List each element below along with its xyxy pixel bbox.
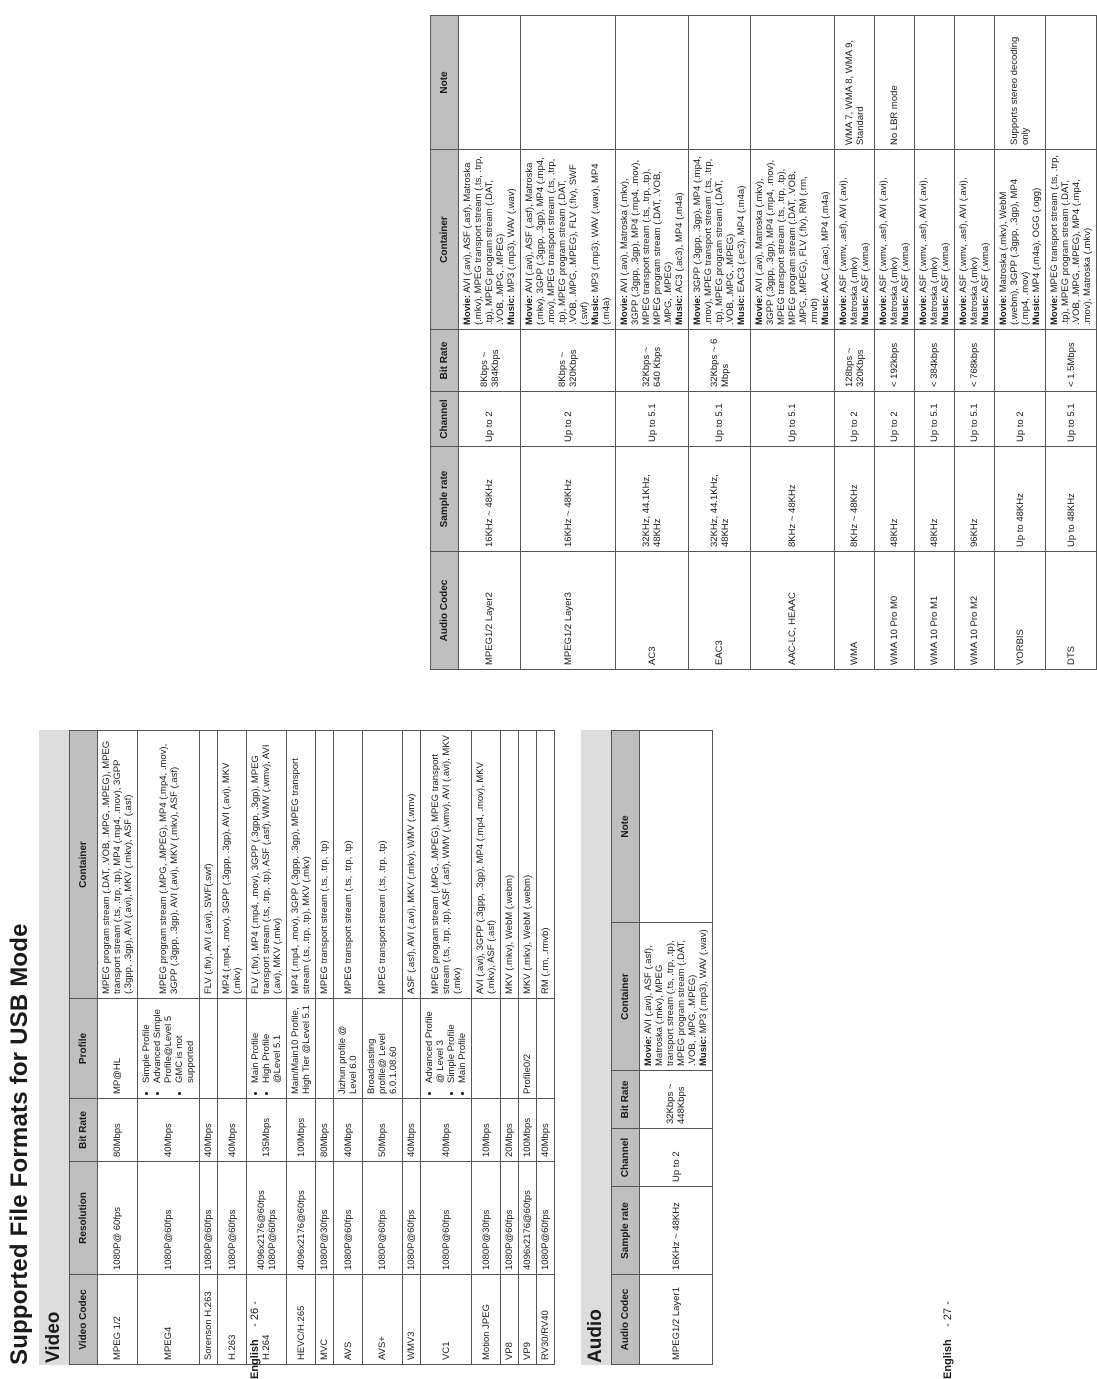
container-cell: MKV (.mkv), WebM (.webm) xyxy=(519,731,537,999)
profile-cell xyxy=(537,999,555,1099)
profile-text: MP@HL xyxy=(112,1057,123,1094)
bit-rate-cell: 135Mbps xyxy=(247,1099,287,1162)
header-sample-rate: Sample rate xyxy=(612,1187,640,1275)
header-sample-rate: Sample rate xyxy=(431,447,459,552)
bit-rate-cell: 100Mbps xyxy=(287,1099,316,1162)
profile-cell xyxy=(138,999,200,1099)
audio-table-body xyxy=(459,16,1097,670)
sample-rate-cell: 96KHz xyxy=(955,447,995,552)
container-cell: FLV (.flv), AVI (.avi), SWF(.swf) xyxy=(200,731,218,999)
music-label: Music: xyxy=(674,294,685,325)
audio-codec-cell: WMA 10 Pro M1 xyxy=(915,552,955,670)
video-codec-cell: VP8 xyxy=(501,1275,519,1365)
movie-container xyxy=(754,154,820,325)
music-container xyxy=(980,154,991,325)
table-row xyxy=(640,731,713,1365)
music-label: Music: xyxy=(940,294,951,325)
profile-text: Profile0/2 xyxy=(522,1053,533,1094)
music-formats: MP3 (.mp3), WAV (.wav) xyxy=(506,188,517,293)
profile-cell xyxy=(334,999,363,1099)
music-container xyxy=(698,927,709,1066)
header-bit-rate: Bit Rate xyxy=(612,1071,640,1129)
bit-rate-cell: 8Kbps ~ 320Kbps xyxy=(521,330,616,392)
channel-cell: Up to 2 xyxy=(835,392,875,447)
audio-formats-table-page26 xyxy=(611,730,713,1365)
bit-rate-cell: < 384kbps xyxy=(915,330,955,392)
profile-item: • Advanced Profile @ Level 3 xyxy=(424,1003,446,1083)
footer-page-number: - 27 - xyxy=(942,1301,954,1327)
header-resolution: Resolution xyxy=(70,1162,98,1275)
table-row xyxy=(316,731,334,1365)
movie-container xyxy=(524,154,590,325)
music-formats: AC3 (.ac3), MP4 (.m4a) xyxy=(674,192,685,293)
sample-rate-cell: 16KHz ~ 48KHz xyxy=(459,447,521,552)
resolution-cell: 1080P@60fps xyxy=(138,1162,200,1275)
resolution-cell: 1080P@60fps xyxy=(537,1162,555,1275)
resolution-cell: 1080P@60fps xyxy=(363,1162,403,1275)
bit-rate-cell: 32Kbps ~ 6 Mbps xyxy=(689,330,751,392)
movie-label: Movie: xyxy=(958,294,969,325)
channel-cell: Up to 2 xyxy=(521,392,616,447)
profile-list xyxy=(141,1003,196,1094)
bit-rate-cell: < 768kbps xyxy=(955,330,995,392)
audio-codec-cell: AC3 xyxy=(616,552,689,670)
music-label: Music: xyxy=(860,294,871,325)
header-bit-rate: Bit Rate xyxy=(70,1099,98,1162)
movie-formats: ASF (.wmv, .asf), AVI (.avi), Matroska (.mkv) xyxy=(838,177,860,325)
audio-codec-cell: DTS xyxy=(1046,552,1097,670)
profile-cell xyxy=(200,999,218,1099)
sample-rate-cell: Up to 48KHz xyxy=(995,447,1046,552)
container-cell xyxy=(640,923,713,1071)
movie-label: Movie: xyxy=(1049,294,1060,325)
movie-formats: ASF (.wmv, .asf), AVI (.avi), Matroska (.mkv) xyxy=(878,177,900,325)
resolution-cell: 4096x2176@60fps xyxy=(519,1162,537,1275)
movie-container xyxy=(692,154,736,325)
bit-rate-cell: 32Kbps ~ 640 Kbps xyxy=(616,330,689,392)
movie-label: Movie: xyxy=(754,294,765,325)
header-container: Container xyxy=(70,731,98,999)
music-label: Music: xyxy=(698,1035,709,1066)
video-table-body xyxy=(98,731,555,1365)
audio-table-header xyxy=(431,16,459,670)
container-cell xyxy=(995,150,1046,330)
table-row xyxy=(363,731,403,1365)
note-cell xyxy=(689,16,751,150)
music-container xyxy=(674,154,685,325)
video-codec-cell: RV30/RV40 xyxy=(537,1275,555,1365)
container-cell: MPEG transport stream (.ts, .trp, .tp) xyxy=(363,731,403,999)
bit-rate-cell: < 192kbps xyxy=(875,330,915,392)
note-cell xyxy=(640,731,713,923)
resolution-cell: 1080P@30fps xyxy=(472,1162,501,1275)
profile-item: • Simple Profile xyxy=(446,1003,457,1083)
resolution-cell: 1080P@60fps xyxy=(218,1162,247,1275)
movie-label: Movie: xyxy=(692,294,703,325)
resolution-cell: 1080P@60fps xyxy=(200,1162,218,1275)
bit-rate-cell: 40Mbps xyxy=(200,1099,218,1162)
header-bit-rate: Bit Rate xyxy=(431,330,459,392)
channel-cell: Up to 5.1 xyxy=(751,392,835,447)
movie-formats: AVI (.avi), Matroska (.mkv), 3GPP (.3gpp, .3gp), MP4 (.mp4, .mov), MPEG transport stream (.ts, .trp, .tp), MPEG program stream (.DAT, .VOB, .MPG, .MPEG) xyxy=(619,159,674,325)
video-codec-cell: H.264 xyxy=(247,1275,287,1365)
container-cell xyxy=(751,150,835,330)
profile-item: • Simple Profile xyxy=(141,1003,152,1083)
audio-codec-cell: MPEG1/2 Layer1 xyxy=(640,1275,713,1365)
page-title: Supported File Formats for USB Mode xyxy=(6,923,33,1365)
profile-item: • GMC is not supported xyxy=(174,1003,196,1083)
channel-cell: Up to 5.1 xyxy=(915,392,955,447)
container-cell: MPEG transport stream (.ts, .trp, .tp) xyxy=(316,731,334,999)
table-row xyxy=(537,731,555,1365)
audio-table-header xyxy=(612,731,640,1365)
music-container xyxy=(1031,154,1042,325)
music-label: Music: xyxy=(820,294,831,325)
table-row xyxy=(472,731,501,1365)
container-cell xyxy=(1046,150,1097,330)
sample-rate-cell: 16KHz ~ 48KHz xyxy=(640,1187,713,1275)
profile-item: • Advanced Simple Profile@Level 5 xyxy=(152,1003,174,1083)
audio-codec-cell: WMA 10 Pro M2 xyxy=(955,552,995,670)
music-container xyxy=(506,154,517,325)
header-note: Note xyxy=(612,731,640,923)
header-channel: Channel xyxy=(612,1129,640,1187)
profile-text: Broadcasting profile@ Level 6.0.1.08.60 xyxy=(366,1033,399,1094)
header-channel: Channel xyxy=(431,392,459,447)
music-container xyxy=(900,154,911,325)
video-codec-cell: Sorenson H.263 xyxy=(200,1275,218,1365)
video-table-header xyxy=(70,731,98,1365)
bit-rate-cell: 40Mbps xyxy=(537,1099,555,1162)
profile-list xyxy=(424,1003,468,1094)
resolution-cell: 1080P@60fps xyxy=(403,1162,421,1275)
table-row xyxy=(421,731,472,1365)
container-cell: ASF (.asf), AVI (.avi), MKV (.mkv), WMV (.wmv) xyxy=(403,731,421,999)
header-video-codec: Video Codec xyxy=(70,1275,98,1365)
container-cell xyxy=(915,150,955,330)
audio-table-body xyxy=(640,731,713,1365)
note-cell xyxy=(1046,16,1097,150)
music-label: Music: xyxy=(900,294,911,325)
audio-formats-table-page27 xyxy=(430,15,1097,670)
channel-cell: Up to 2 xyxy=(875,392,915,447)
music-container xyxy=(940,154,951,325)
channel-cell: Up to 5.1 xyxy=(955,392,995,447)
table-row xyxy=(751,16,835,670)
table-row xyxy=(521,16,616,670)
movie-container xyxy=(1049,154,1093,325)
music-formats: MP3 (.mp3), WAV (.wav), MP4 (.m4a) xyxy=(590,163,612,325)
audio-codec-cell: VORBIS xyxy=(995,552,1046,670)
music-formats: ASF (.wma) xyxy=(900,242,911,293)
profile-cell xyxy=(519,999,537,1099)
movie-label: Movie: xyxy=(918,294,929,325)
music-formats: MP4 (.m4a), OGG (.ogg) xyxy=(1031,187,1042,293)
page-27-footer xyxy=(938,1239,952,1379)
profile-list xyxy=(250,1003,283,1094)
footer-language: English xyxy=(942,1339,954,1379)
sample-rate-cell: Up to 48KHz xyxy=(1046,447,1097,552)
profile-cell xyxy=(403,999,421,1099)
profile-cell xyxy=(363,999,403,1099)
header-audio-codec: Audio Codec xyxy=(612,1275,640,1365)
container-cell xyxy=(955,150,995,330)
movie-container xyxy=(619,154,674,325)
container-cell xyxy=(875,150,915,330)
container-cell: AVI (.avi), 3GPP (.3gpp, .3gp), MP4 (.mp4, .mov), MKV (.mkv), ASF (.asf) xyxy=(472,731,501,999)
bit-rate-cell: 50Mbps xyxy=(363,1099,403,1162)
movie-label: Movie: xyxy=(643,1035,654,1066)
note-cell xyxy=(616,16,689,150)
profile-text: Main/Main10 Profile, High Tier @Level 5.1 xyxy=(290,1005,312,1094)
container-cell: MPEG program stream (.MPG, .MPEG), MPEG transport stream (.ts, .trp, .tp), ASF (.asf), WMV (.wmv), AVI (.avi), MKV (.mkv) xyxy=(421,731,472,999)
sample-rate-cell: 8KHz ~ 48KHz xyxy=(751,447,835,552)
channel-cell: Up to 2 xyxy=(995,392,1046,447)
bit-rate-cell: 40Mbps xyxy=(403,1099,421,1162)
music-container xyxy=(736,154,747,325)
note-cell xyxy=(751,16,835,150)
header-audio-codec: Audio Codec xyxy=(431,552,459,670)
video-codec-cell: Motion JPEG xyxy=(472,1275,501,1365)
note-cell xyxy=(459,16,521,150)
channel-cell: Up to 2 xyxy=(459,392,521,447)
note-cell xyxy=(521,16,616,150)
music-label: Music: xyxy=(736,294,747,325)
bit-rate-cell: 100Mbps xyxy=(519,1099,537,1162)
table-row xyxy=(218,731,247,1365)
bit-rate-cell: 40Mbps xyxy=(138,1099,200,1162)
container-cell: MPEG program stream (.MPG, .MPEG), MP4 (.mp4, .mov), 3GPP (.3gpp, .3gp), AVI (.avi), MKV (.mkv), ASF (.asf) xyxy=(138,731,200,999)
music-formats: MP3 (.mp3), WAV (.wav) xyxy=(698,929,709,1034)
sample-rate-cell: 48KHz xyxy=(915,447,955,552)
resolution-cell: 4096x2176@60fps xyxy=(287,1162,316,1275)
bit-rate-cell xyxy=(995,330,1046,392)
table-row xyxy=(995,16,1046,670)
video-codec-cell: MVC xyxy=(316,1275,334,1365)
music-formats: ASF (.wma) xyxy=(940,242,951,293)
table-row xyxy=(459,16,521,670)
resolution-cell: 1080P@ 60fps xyxy=(98,1162,138,1275)
table-row xyxy=(403,731,421,1365)
sample-rate-cell: 32KHz, 44.1KHz, 48KHz xyxy=(689,447,751,552)
table-row xyxy=(519,731,537,1365)
container-cell xyxy=(835,150,875,330)
sample-rate-cell: 32KHz, 44.1KHz, 48KHz xyxy=(616,447,689,552)
container-cell: MKV (.mkv), WebM (.webm) xyxy=(501,731,519,999)
profile-cell xyxy=(287,999,316,1099)
profile-cell xyxy=(247,999,287,1099)
table-row xyxy=(616,16,689,670)
video-codec-cell: VC1 xyxy=(421,1275,472,1365)
bit-rate-cell xyxy=(751,330,835,392)
profile-cell xyxy=(316,999,334,1099)
movie-formats: AVI (.avi), ASF (.asf), Matroska (.mkv), 3GPP (.3gpp, .3gp), MP4 (.mp4, .mov), MPEG transport stream (.ts, .trp, .tp), MPEG program stream (.DAT, .VOB, .MPG, .MPEG), FLV (.flv), SWF (.swf) xyxy=(524,157,590,325)
container-cell: MP4 (.mp4, .mov), 3GPP (.3gpp, .3gp), AVI (.avi), MKV (.mkv) xyxy=(218,731,247,999)
video-codec-cell: MPEG4 xyxy=(138,1275,200,1365)
movie-container xyxy=(462,154,506,325)
channel-cell: Up to 5.1 xyxy=(616,392,689,447)
bit-rate-cell: 128bps ~ 320Kbps xyxy=(835,330,875,392)
music-formats: EAC3 (.ec3), MP4 (.m4a) xyxy=(736,185,747,293)
music-label: Music: xyxy=(506,294,517,325)
music-label: Music: xyxy=(980,294,991,325)
movie-label: Movie: xyxy=(524,294,535,325)
table-row xyxy=(138,731,200,1365)
table-row xyxy=(98,731,138,1365)
movie-formats: Matroska (.mkv), WebM (.webm), 3GPP (.3gpp, .3gp), MP4 (.mp4, .mov) xyxy=(998,178,1031,325)
bit-rate-cell: 10Mbps xyxy=(472,1099,501,1162)
movie-formats: AVI (.avi), Matroska (.mkv), 3GPP (.3gpp, .3gp), MP4 (.mp4, .mov), MPEG transport stream (.ts, .trp, .tp), MPEG program stream (.DAT, .VOB, .MPG, .MPEG), FLV (.flv), RM (.rm, .rmvb) xyxy=(754,159,820,325)
header-note: Note xyxy=(431,16,459,150)
note-cell xyxy=(915,16,955,150)
movie-label: Movie: xyxy=(838,294,849,325)
movie-container xyxy=(998,154,1031,325)
movie-container xyxy=(878,154,900,325)
table-row xyxy=(955,16,995,670)
note-cell xyxy=(955,16,995,150)
video-codec-cell: VP9 xyxy=(519,1275,537,1365)
table-row xyxy=(689,16,751,670)
table-row xyxy=(875,16,915,670)
video-codec-cell: HEVC/H.265 xyxy=(287,1275,316,1365)
page-26-footer xyxy=(245,1239,259,1379)
audio-section-heading: Audio xyxy=(581,730,611,1365)
table-row xyxy=(1046,16,1097,670)
profile-item: • Main Profile xyxy=(457,1003,468,1083)
bit-rate-cell: 40Mbps xyxy=(334,1099,363,1162)
video-codec-cell: WMV3 xyxy=(403,1275,421,1365)
channel-cell: Up to 5.1 xyxy=(1046,392,1097,447)
video-section-heading: Video xyxy=(39,730,69,1365)
profile-cell xyxy=(472,999,501,1099)
music-label: Music: xyxy=(1031,294,1042,325)
bit-rate-cell: 40Mbps xyxy=(218,1099,247,1162)
resolution-cell: 4096x2176@60fps 1080P@60fps xyxy=(247,1162,287,1275)
container-cell: RM (.rm, .rmvb) xyxy=(537,731,555,999)
table-row xyxy=(915,16,955,670)
bit-rate-cell: 8Kbps ~ 384Kbps xyxy=(459,330,521,392)
audio-codec-cell: WMA 10 Pro M0 xyxy=(875,552,915,670)
movie-label: Movie: xyxy=(878,294,889,325)
note-cell: No LBR mode xyxy=(875,16,915,150)
music-container xyxy=(590,154,612,325)
profile-item: • Main Profile xyxy=(250,1003,261,1083)
resolution-cell: 1080P@60fps xyxy=(501,1162,519,1275)
table-row xyxy=(287,731,316,1365)
bit-rate-cell: < 1.5Mbps xyxy=(1046,330,1097,392)
audio-codec-cell: MPEG1/2 Layer3 xyxy=(521,552,616,670)
channel-cell: Up to 2 xyxy=(640,1129,713,1187)
sample-rate-cell: 48KHz xyxy=(875,447,915,552)
page-26 xyxy=(5,730,745,1365)
container-cell xyxy=(521,150,616,330)
resolution-cell: 1080P@30fps xyxy=(316,1162,334,1275)
movie-formats: AVI (.avi), ASF (.asf), Matroska (.mkv), MPEG transport stream (.ts, .trp, .tp), MPEG program stream (.DAT, .VOB, .MPG, .MPEG) xyxy=(643,940,698,1066)
audio-codec-cell: AAC-LC, HEAAC xyxy=(751,552,835,670)
movie-formats: ASF (.wmv, .asf), AVI (.avi), Matroska (.mkv) xyxy=(958,177,980,325)
table-row xyxy=(200,731,218,1365)
music-label: Music: xyxy=(590,294,601,325)
audio-codec-cell: WMA xyxy=(835,552,875,670)
movie-container xyxy=(838,154,860,325)
table-row xyxy=(334,731,363,1365)
music-container xyxy=(860,154,871,325)
channel-cell: Up to 5.1 xyxy=(689,392,751,447)
profile-cell xyxy=(501,999,519,1099)
music-formats: AAC (.aac), MP4 (.m4a) xyxy=(820,191,831,293)
movie-container xyxy=(918,154,940,325)
video-formats-table xyxy=(69,730,555,1365)
note-cell: Supports stereo decoding only xyxy=(995,16,1046,150)
movie-container xyxy=(643,927,698,1066)
bit-rate-cell: 32Kbps ~ 448Kbps xyxy=(640,1071,713,1129)
container-cell: FLV (.flv), MP4 (.mp4, .mov), 3GPP (.3gpp, .3gp), MPEG transport stream (.ts, .trp, .tp), ASF (.asf), WMV (.wmv), AVI (.avi), MKV (.mkv) xyxy=(247,731,287,999)
video-codec-cell: AVS+ xyxy=(363,1275,403,1365)
profile-cell xyxy=(98,999,138,1099)
movie-formats: 3GPP (.3gpp, .3gp), MP4 (.mp4, .mov), MPEG transport stream (.ts, .trp, .tp), MPEG program stream (.DAT, .VOB, .MPG, .MPEG) xyxy=(692,156,736,325)
movie-container xyxy=(958,154,980,325)
profile-item: • High Profile @Level 5.1 xyxy=(261,1003,283,1083)
page-27 xyxy=(430,15,1093,670)
bit-rate-cell: 40Mbps xyxy=(421,1099,472,1162)
bit-rate-cell: 80Mbps xyxy=(98,1099,138,1162)
movie-label: Movie: xyxy=(619,294,630,325)
table-row xyxy=(501,731,519,1365)
audio-codec-cell: MPEG1/2 Layer2 xyxy=(459,552,521,670)
profile-cell xyxy=(421,999,472,1099)
container-cell xyxy=(459,150,521,330)
resolution-cell: 1080P@60fps xyxy=(334,1162,363,1275)
bit-rate-cell: 20Mbps xyxy=(501,1099,519,1162)
sample-rate-cell: 8KHz ~ 48KHz xyxy=(835,447,875,552)
music-container xyxy=(820,154,831,325)
resolution-cell: 1080P@60fps xyxy=(421,1162,472,1275)
music-formats: ASF (.wma) xyxy=(860,242,871,293)
movie-formats: AVI (.avi), ASF (.asf), Matroska (.mkv), MPEG transport stream (.ts, .trp, .tp), MPEG program stream (.DAT, .VOB, .MPG, .MPEG) xyxy=(462,156,506,325)
container-cell: MP4 (.mp4, .mov), 3GPP (.3gpp, .3gp), MPEG transport stream (.ts, .trp, .tp), MKV (.mkv) xyxy=(287,731,316,999)
sample-rate-cell: 16KHz ~ 48KHz xyxy=(521,447,616,552)
movie-label: Movie: xyxy=(462,294,473,325)
video-codec-cell: H.263 xyxy=(218,1275,247,1365)
profile-cell xyxy=(218,999,247,1099)
note-cell: WMA 7, WMA 8, WMA 9, Standard xyxy=(835,16,875,150)
movie-formats: MPEG transport stream (.ts, .trp, .tp), MPEG program stream (.DAT, .VOB, .MPG, .MPEG), MP4 (.mp4, .mov), Matroska (.mkv) xyxy=(1049,155,1093,325)
table-row xyxy=(835,16,875,670)
audio-codec-cell: EAC3 xyxy=(689,552,751,670)
video-codec-cell: AVS xyxy=(334,1275,363,1365)
bit-rate-cell: 80Mbps xyxy=(316,1099,334,1162)
profile-text: Jizhun profile @ Level 6.0 xyxy=(337,1025,359,1094)
movie-formats: ASF (.wmv, .asf), AVI (.avi), Matroska (.mkv) xyxy=(918,177,940,325)
music-formats: ASF (.wma) xyxy=(980,242,991,293)
video-codec-cell: MPEG 1/2 xyxy=(98,1275,138,1365)
container-cell: MPEG transport stream (.ts, .trp, .tp) xyxy=(334,731,363,999)
container-cell xyxy=(689,150,751,330)
header-container: Container xyxy=(612,923,640,1071)
container-cell xyxy=(616,150,689,330)
header-profile: Profile xyxy=(70,999,98,1099)
header-container: Container xyxy=(431,150,459,330)
movie-label: Movie: xyxy=(998,294,1009,325)
footer-page-number: - 26 - xyxy=(249,1301,261,1327)
footer-language: English xyxy=(249,1339,261,1379)
container-cell: MPEG program stream (.DAT, .VOB, .MPG, .MPEG), MPEG transport stream (.ts, .trp, .tp), MP4 (.mp4, .mov), 3GPP (.3gpp, .3gp), AVI (.avi), MKV (.mkv), ASF (.asf) xyxy=(98,731,138,999)
